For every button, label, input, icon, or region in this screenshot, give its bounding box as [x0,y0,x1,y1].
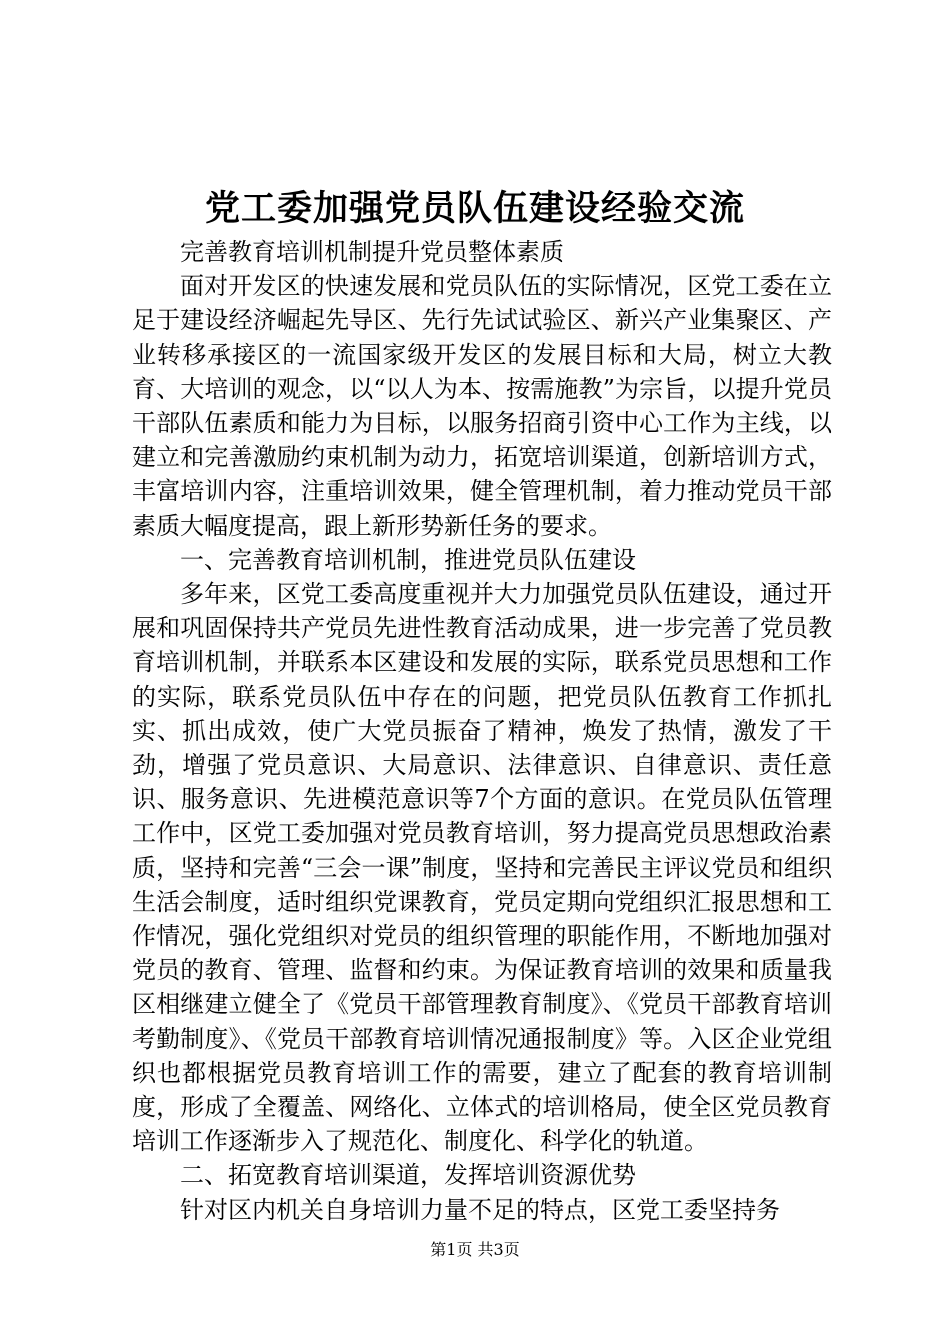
paragraph-subtitle: 完善教育培训机制提升党员整体素质 [180,238,564,266]
paragraph-section-2: 针对区内机关自身培训力量不足的特点，区党工委坚持务 [180,1195,780,1224]
paragraph-section-1: 多年来，区党工委高度重视并大力加强党员队伍建设，通过开展和巩固保持共产党员先进性教育活动成果，进一步完善了党员教育培训机制，并联系本区建设和发展的实际，联系党员思想和工作的实际，联系党员队伍中存在的问题，把党员队伍教育工作抓扎实、抓出成效，使广大党员振奋了精神，焕发了热情，激发了干劲，增强了党员意识、大局意识、法律意识、自律意识、责任意识、服务意识、先进模范意识等7个方面的意识。在党员队伍管理工作中，区党工委加强对党员教育培训，努力提高党员思想政治素质，坚持和完善“三会一课”制度，坚持和完善民主评议党员和组织生活会制度，适时组织党课教育，党员定期向党组织汇报思想和工作情况，强化党组织对党员的组织管理的职能作用，不断地加强对党员的教育、管理、监督和约束。为保证教育培训的效果和质量我区相继建立健全了《党员干部管理教育制度》、《党员干部教育培训考勤制度》、《党员干部教育培训情况通报制度》等。入区企业党组织也都根据党员教育培训工作的需要，建立了配套的教育培训制度，形成了全覆盖、网络化、立体式的培训格局，使全区党员教育培训工作逐渐步入了规范化、制度化、科学化的轨道。 [132,580,832,1156]
document-title: 党工委加强党员队伍建设经验交流 [204,188,745,229]
page-footer: 第1页 共3页 [430,1240,520,1259]
section-heading-1: 一、完善教育培训机制，推进党员队伍建设 [180,545,636,574]
document-body [132,235,832,1227]
section-heading-2: 二、拓宽教育培训渠道，发挥培训资源优势 [180,1161,636,1190]
paragraph-intro: 面对开发区的快速发展和党员队伍的实际情况，区党工委在立足于建设经济崛起先导区、先行先试试验区、新兴产业集聚区、产业转移承接区的一流国家级开发区的发展目标和大局，树立大教育、大培训的观念，以“以人为本、按需施教”为宗旨，以提升党员干部队伍素质和能力为目标，以服务招商引资中心工作为主线，以建立和完善激励约束机制为动力，拓宽培训渠道，创新培训方式，丰富培训内容，注重培训效果，健全管理机制，着力推动党员干部素质大幅度提高，跟上新形势新任务的要求。 [132,272,832,540]
